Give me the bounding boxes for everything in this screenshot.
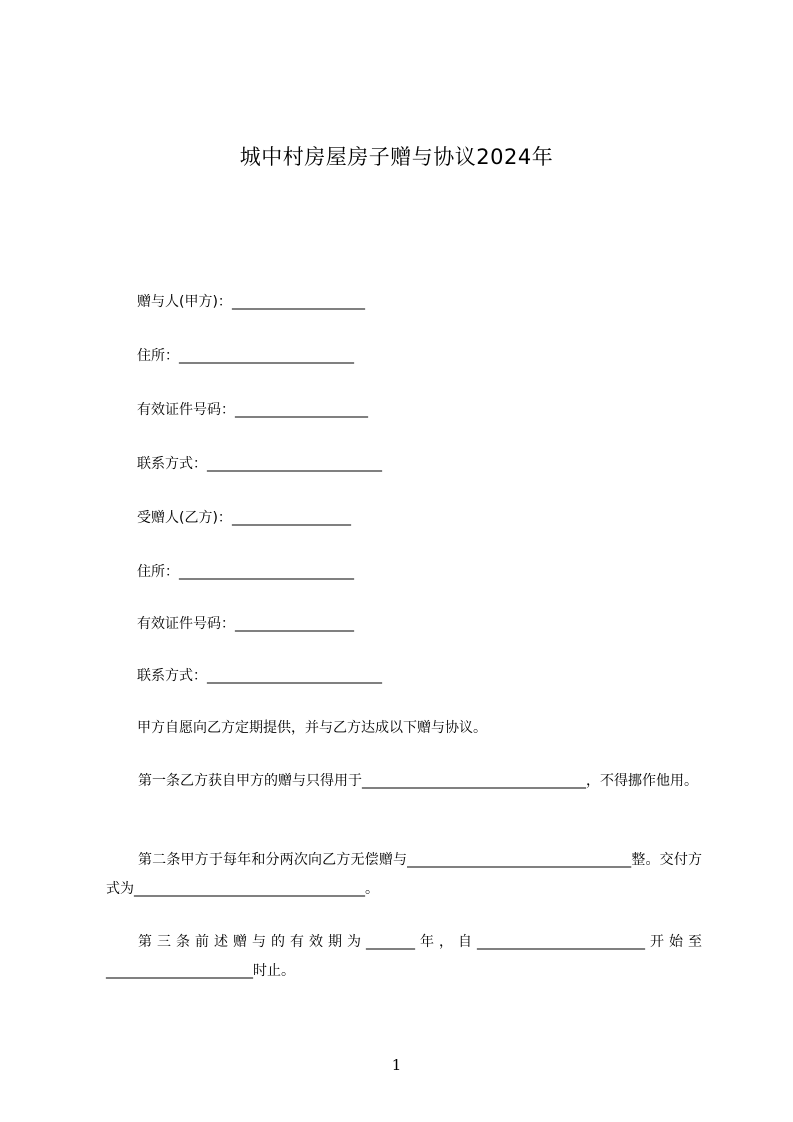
- donor-address-line: [137, 346, 354, 366]
- donee-id-blank: _________________: [235, 616, 354, 632]
- donee-contact-line: [137, 666, 382, 686]
- donee-address-line: [137, 562, 354, 582]
- donee-contact-blank: _________________________: [207, 668, 382, 684]
- page-number: 1: [391, 1056, 402, 1074]
- donee-id-line: [137, 614, 354, 634]
- donor-name-line: [137, 292, 365, 312]
- donor-name-blank: ___________________: [231, 294, 365, 310]
- donor-contact-label: 联系方式：: [137, 456, 207, 472]
- donor-contact-blank: _________________________: [207, 456, 382, 472]
- donor-id-label: 有效证件号码：: [137, 402, 235, 418]
- donee-name-label: 受赠人(乙方)：: [137, 510, 232, 526]
- donee-name-blank: _________________: [231, 510, 351, 526]
- clause-3: 第三条前述赠与的有效期为_______年，自________________________开始至_____________________时止。: [106, 934, 702, 979]
- donee-contact-label: 联系方式：: [137, 668, 207, 684]
- intro-paragraph: 甲方自愿向乙方定期提供，并与乙方达成以下赠与协议。: [137, 720, 487, 736]
- clause-1: 第一条乙方获自甲方的赠与只得用于________________________________，不得挪作他用。: [138, 773, 698, 789]
- donee-address-blank: _________________________: [179, 564, 354, 580]
- document-title: 城中村房屋房子赠与协议2024年: [239, 145, 554, 169]
- donor-address-label: 住所：: [137, 348, 179, 364]
- donor-contact-line: [137, 454, 382, 474]
- donor-id-line: [137, 400, 368, 420]
- donee-address-label: 住所：: [137, 564, 179, 580]
- donor-address-blank: _________________________: [179, 348, 354, 364]
- clause-2: 第二条甲方于每年和分两次向乙方无偿赠与________________________________整。交付方式为_________________________________。: [106, 852, 702, 897]
- donor-name-label: 赠与人(甲方)：: [137, 294, 232, 310]
- donor-id-blank: ___________________: [235, 402, 368, 418]
- donee-name-line: [137, 508, 351, 528]
- donee-id-label: 有效证件号码：: [137, 616, 235, 632]
